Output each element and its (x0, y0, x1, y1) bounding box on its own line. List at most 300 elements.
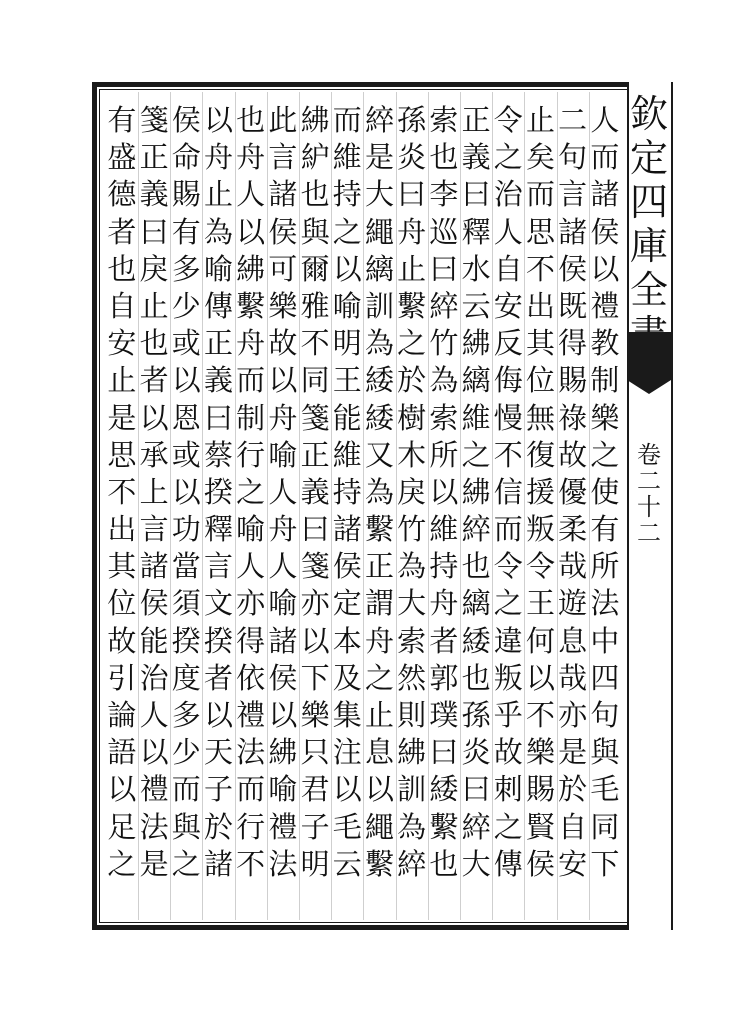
text-char: 也 (429, 846, 459, 881)
text-char: 明 (300, 846, 330, 881)
text-char: 當 (171, 549, 201, 584)
text-char: 所 (429, 437, 459, 472)
text-char: 之 (397, 326, 427, 361)
text-column (106, 102, 138, 883)
text-char: 人 (268, 474, 298, 509)
text-char: 之 (171, 846, 201, 881)
text-char: 毛 (332, 809, 362, 844)
text-char: 是 (364, 140, 394, 175)
text-char: 正 (461, 103, 491, 137)
text-char: 同 (590, 809, 620, 844)
column-rule (589, 92, 590, 920)
text-char: 孫 (461, 698, 491, 732)
text-char: 亦 (236, 586, 266, 621)
text-char: 炎 (461, 735, 491, 770)
text-char: 侯 (590, 214, 620, 249)
column-rule (170, 92, 171, 920)
text-char: 謂 (364, 586, 394, 621)
text-char: 為 (364, 474, 394, 509)
text-char: 不 (236, 846, 266, 881)
text-char: 或 (171, 437, 201, 472)
text-char: 而 (236, 772, 266, 807)
text-char: 以 (364, 772, 394, 807)
text-column (331, 102, 363, 883)
text-char: 思 (525, 214, 555, 249)
text-char: 德 (107, 177, 137, 212)
text-char: 刺 (493, 772, 523, 807)
text-column (589, 102, 621, 883)
text-char: 繫 (397, 288, 427, 323)
text-char: 之 (461, 437, 491, 472)
text-char: 安 (107, 326, 137, 361)
text-char: 君 (300, 772, 330, 807)
text-char: 是 (139, 846, 169, 881)
text-char: 以 (525, 660, 555, 695)
text-char: 於 (397, 363, 427, 398)
text-char: 功 (171, 512, 201, 547)
text-char: 恩 (171, 400, 201, 435)
text-char: 也 (461, 549, 491, 584)
text-char: 所 (590, 549, 620, 584)
text-char: 不 (300, 326, 330, 361)
text-char: 而 (590, 140, 620, 175)
text-char: 足 (107, 809, 137, 844)
text-char: 侯 (171, 103, 201, 137)
text-char: 或 (171, 326, 201, 361)
text-char: 上 (139, 474, 169, 509)
text-char: 文 (203, 586, 233, 621)
text-char: 孫 (397, 103, 427, 137)
text-char: 䋆 (300, 140, 330, 175)
text-char: 紼 (397, 735, 427, 770)
text-char: 慢 (493, 400, 523, 435)
text-char: 也 (107, 251, 137, 286)
text-char: 大 (397, 586, 427, 621)
column-rule (492, 92, 493, 920)
text-char: 侮 (493, 363, 523, 398)
book-title (627, 92, 671, 356)
text-char: 以 (139, 400, 169, 435)
text-char: 為 (364, 326, 394, 361)
text-char: 多 (171, 698, 201, 732)
text-char: 哉 (558, 549, 588, 584)
chapter-marker (627, 442, 671, 546)
text-char: 出 (107, 512, 137, 547)
text-char: 行 (236, 809, 266, 844)
text-char: 樂 (300, 698, 330, 732)
column-rule (396, 92, 397, 920)
text-char: 喻 (268, 772, 298, 807)
text-char: 緌 (429, 772, 459, 807)
text-char: 出 (525, 288, 555, 323)
text-char: 侯 (268, 660, 298, 695)
text-char: 諸 (203, 846, 233, 881)
text-char: 義 (300, 474, 330, 509)
text-char: 巡 (429, 214, 459, 249)
book-title-char: 定 (629, 136, 668, 180)
text-column (202, 102, 234, 883)
text-char: 維 (429, 512, 459, 547)
text-char: 既 (558, 288, 588, 323)
fishtail-mark (627, 332, 671, 380)
text-char: 人 (236, 177, 266, 212)
text-column (460, 102, 492, 883)
text-char: 安 (493, 288, 523, 323)
text-char: 人 (236, 549, 266, 584)
text-char: 為 (397, 549, 427, 584)
text-char: 竹 (429, 326, 459, 361)
text-char: 教 (590, 326, 620, 361)
text-char: 位 (107, 586, 137, 621)
text-char: 箋 (139, 103, 169, 137)
text-char: 諸 (590, 177, 620, 212)
text-char: 而 (171, 772, 201, 807)
text-char: 無 (525, 400, 555, 435)
text-char: 以 (429, 474, 459, 509)
text-char: 而 (332, 103, 362, 137)
text-char: 維 (332, 437, 362, 472)
text-char: 言 (268, 140, 298, 175)
text-char: 樹 (397, 400, 427, 435)
text-char: 可 (268, 251, 298, 286)
text-char: 安 (558, 846, 588, 881)
text-char: 賜 (558, 363, 588, 398)
text-char: 者 (107, 214, 137, 249)
text-char: 令 (493, 549, 523, 584)
text-char: 綷 (461, 809, 491, 844)
text-char: 反 (493, 326, 523, 361)
text-char: 以 (590, 251, 620, 286)
text-char: 傳 (203, 288, 233, 323)
text-char: 叛 (525, 512, 555, 547)
text-char: 正 (364, 549, 394, 584)
column-rule (460, 92, 461, 920)
text-char: 度 (171, 660, 201, 695)
text-char: 之 (493, 586, 523, 621)
text-char: 賜 (525, 772, 555, 807)
text-char: 侯 (268, 214, 298, 249)
text-char: 下 (300, 660, 330, 695)
text-char: 舟 (429, 586, 459, 621)
text-char: 自 (558, 809, 588, 844)
book-title-char: 四 (629, 180, 668, 224)
text-char: 引 (107, 660, 137, 695)
text-char: 制 (236, 400, 266, 435)
text-char: 箋 (300, 549, 330, 584)
text-column (235, 102, 267, 883)
text-char: 能 (332, 400, 362, 435)
text-char: 不 (525, 698, 555, 732)
text-char: 揆 (171, 623, 201, 658)
text-char: 亦 (300, 586, 330, 621)
text-char: 索 (429, 400, 459, 435)
text-char: 侯 (525, 846, 555, 881)
text-char: 之 (364, 660, 394, 695)
column-rule (299, 92, 300, 920)
text-column (267, 102, 299, 883)
text-char: 言 (203, 549, 233, 584)
text-char: 與 (171, 809, 201, 844)
column-rule (428, 92, 429, 920)
text-char: 法 (236, 735, 266, 770)
column-rule (363, 92, 364, 920)
text-char: 正 (300, 437, 330, 472)
text-char: 止 (107, 363, 137, 398)
text-char: 者 (203, 660, 233, 695)
text-char: 繫 (236, 288, 266, 323)
text-char: 盛 (107, 140, 137, 175)
text-char: 緌 (364, 363, 394, 398)
book-title-char: 欽 (629, 92, 668, 136)
text-column (138, 102, 170, 883)
text-char: 喻 (332, 288, 362, 323)
text-char: 之 (493, 809, 523, 844)
text-char: 行 (236, 437, 266, 472)
chapter-marker-char: 十 (637, 493, 661, 521)
text-char: 為 (397, 809, 427, 844)
text-char: 賜 (171, 177, 201, 212)
book-title-char: 庫 (629, 224, 668, 268)
text-char: 炎 (397, 140, 427, 175)
text-char: 紼 (461, 474, 491, 509)
text-char: 云 (332, 846, 362, 881)
text-char: 維 (332, 140, 362, 175)
text-char: 賢 (525, 809, 555, 844)
text-char: 紼 (236, 251, 266, 286)
text-char: 紼 (300, 103, 330, 137)
text-char: 而 (236, 363, 266, 398)
text-char: 令 (525, 549, 555, 584)
text-char: 注 (332, 735, 362, 770)
text-char: 以 (268, 698, 298, 732)
text-char: 索 (429, 103, 459, 137)
text-char: 承 (139, 437, 169, 472)
text-char: 人 (590, 103, 620, 137)
column-rule (524, 92, 525, 920)
text-char: 明 (332, 326, 362, 361)
text-char: 繫 (429, 809, 459, 844)
text-char: 木 (397, 437, 427, 472)
text-char: 止 (139, 288, 169, 323)
text-char: 何 (525, 623, 555, 658)
text-char: 故 (558, 437, 588, 472)
text-char: 也 (429, 140, 459, 175)
text-char: 郭 (429, 660, 459, 695)
text-char: 李 (429, 177, 459, 212)
text-char: 法 (590, 586, 620, 621)
text-char: 則 (397, 698, 427, 732)
text-char: 以 (171, 474, 201, 509)
text-char: 喻 (268, 586, 298, 621)
text-char: 戾 (397, 474, 427, 509)
text-char: 不 (493, 437, 523, 472)
text-char: 以 (300, 623, 330, 658)
text-char: 遊 (558, 586, 588, 621)
text-char: 王 (525, 586, 555, 621)
text-char: 下 (590, 846, 620, 881)
column-rule (235, 92, 236, 920)
text-char: 句 (558, 140, 588, 175)
text-char: 竹 (397, 512, 427, 547)
text-char: 及 (332, 660, 362, 695)
text-char: 止 (364, 698, 394, 732)
text-char: 有 (171, 214, 201, 249)
text-char: 止 (525, 103, 555, 137)
text-char: 綷 (429, 288, 459, 323)
text-char: 息 (364, 735, 394, 770)
text-char: 也 (139, 326, 169, 361)
text-char: 也 (461, 660, 491, 695)
text-char: 與 (590, 735, 620, 770)
text-char: 矣 (525, 140, 555, 175)
text-char: 故 (493, 735, 523, 770)
text-char: 王 (332, 363, 362, 398)
text-column (396, 102, 428, 883)
text-char: 令 (493, 103, 523, 137)
text-char: 曰 (139, 214, 169, 249)
text-char: 繩 (364, 214, 394, 249)
text-char: 紼 (461, 326, 491, 361)
text-char: 釋 (461, 214, 491, 249)
text-char: 少 (171, 288, 201, 323)
text-char: 有 (107, 103, 137, 137)
text-char: 於 (203, 809, 233, 844)
text-char: 璞 (429, 698, 459, 732)
text-char: 思 (107, 437, 137, 472)
text-char: 爾 (300, 251, 330, 286)
text-char: 禮 (139, 772, 169, 807)
text-char: 是 (558, 735, 588, 770)
text-char: 舟 (397, 214, 427, 249)
text-char: 須 (171, 586, 201, 621)
column-rule (202, 92, 203, 920)
text-char: 不 (107, 474, 137, 509)
text-char: 法 (139, 809, 169, 844)
text-char: 是 (107, 400, 137, 435)
text-char: 持 (429, 549, 459, 584)
text-char: 能 (139, 623, 169, 658)
text-char: 為 (429, 363, 459, 398)
text-char: 子 (300, 809, 330, 844)
text-char: 侯 (332, 549, 362, 584)
text-char: 言 (139, 512, 169, 547)
text-char: 句 (590, 698, 620, 732)
text-char: 而 (525, 177, 555, 212)
text-column (299, 102, 331, 883)
column-rule (138, 92, 139, 920)
text-char: 義 (139, 177, 169, 212)
text-char: 繩 (364, 809, 394, 844)
text-char: 少 (171, 735, 201, 770)
text-char: 柔 (558, 512, 588, 547)
text-char: 雅 (300, 288, 330, 323)
text-char: 綷 (461, 512, 491, 547)
column-rule (331, 92, 332, 920)
text-char: 乎 (493, 698, 523, 732)
text-column (363, 102, 395, 883)
text-char: 大 (364, 177, 394, 212)
text-char: 禮 (236, 698, 266, 732)
text-char: 綷 (364, 103, 394, 137)
text-char: 其 (525, 326, 555, 361)
text-char: 樂 (590, 400, 620, 435)
text-char: 正 (203, 326, 233, 361)
text-char: 戾 (139, 251, 169, 286)
text-char: 禮 (268, 809, 298, 844)
text-char: 違 (493, 623, 523, 658)
text-char: 樂 (525, 735, 555, 770)
text-char: 傳 (493, 846, 523, 881)
text-char: 人 (493, 214, 523, 249)
book-title-char: 全 (629, 268, 668, 312)
text-char: 正 (139, 140, 169, 175)
text-char: 樂 (268, 288, 298, 323)
text-char: 其 (107, 549, 137, 584)
text-char: 曰 (461, 177, 491, 212)
text-char: 集 (332, 698, 362, 732)
text-char: 以 (203, 103, 233, 137)
text-char: 箋 (300, 400, 330, 435)
text-char: 之 (493, 140, 523, 175)
text-char: 縭 (461, 363, 491, 398)
text-char: 止 (397, 251, 427, 286)
text-char: 子 (203, 772, 233, 807)
text-char: 論 (107, 698, 137, 732)
text-char: 以 (107, 772, 137, 807)
text-char: 揆 (203, 474, 233, 509)
text-char: 言 (558, 177, 588, 212)
text-char: 多 (171, 251, 201, 286)
text-char: 維 (461, 400, 491, 435)
text-char: 四 (590, 660, 620, 695)
text-char: 之 (590, 437, 620, 472)
text-char: 也 (300, 177, 330, 212)
text-column (170, 102, 202, 883)
text-column (524, 102, 556, 883)
text-char: 曰 (397, 177, 427, 212)
text-char: 故 (268, 326, 298, 361)
text-char: 云 (461, 288, 491, 323)
text-char: 訓 (364, 288, 394, 323)
text-char: 侯 (558, 251, 588, 286)
text-char: 本 (332, 623, 362, 658)
text-char: 侯 (139, 586, 169, 621)
text-char: 止 (203, 177, 233, 212)
text-char: 制 (590, 363, 620, 398)
text-char: 與 (300, 214, 330, 249)
text-column (492, 102, 524, 883)
text-char: 以 (332, 251, 362, 286)
text-char: 蔡 (203, 437, 233, 472)
text-char: 二 (558, 103, 588, 137)
text-char: 祿 (558, 400, 588, 435)
text-char: 優 (558, 474, 588, 509)
text-char: 舟 (203, 140, 233, 175)
text-char: 者 (429, 623, 459, 658)
text-char: 也 (236, 103, 266, 137)
text-char: 索 (397, 623, 427, 658)
text-char: 定 (332, 586, 362, 621)
text-char: 舟 (236, 326, 266, 361)
chapter-marker-char: 二 (637, 519, 661, 547)
text-char: 而 (493, 512, 523, 547)
text-char: 治 (493, 177, 523, 212)
chapter-marker-char: 二 (637, 467, 661, 495)
text-char: 義 (203, 363, 233, 398)
text-char: 諸 (139, 549, 169, 584)
column-rule (267, 92, 268, 920)
text-char: 有 (590, 512, 620, 547)
